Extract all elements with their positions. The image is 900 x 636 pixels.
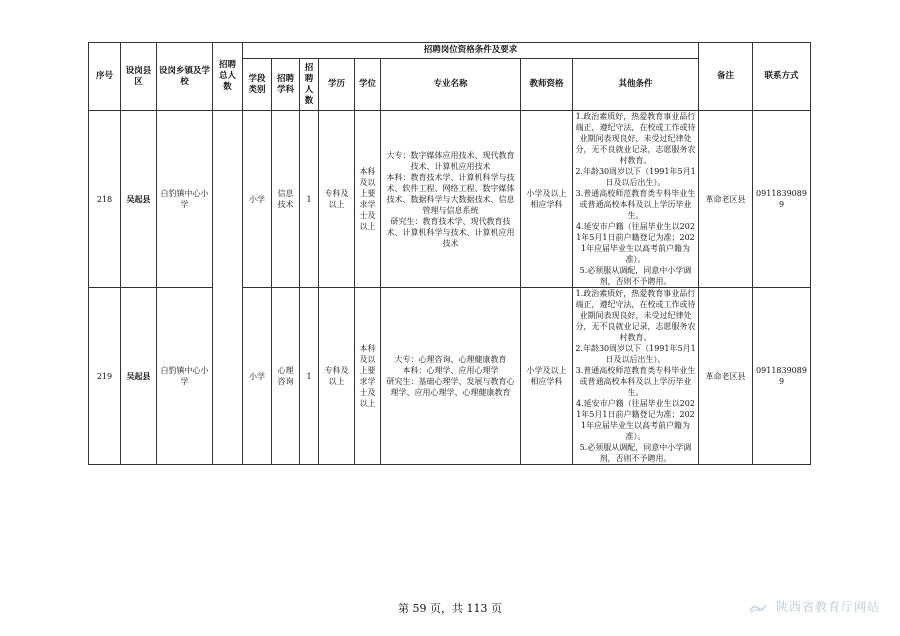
header-stage: 学段类别 xyxy=(243,59,272,111)
table-row xyxy=(89,111,811,288)
cell-stage: 小学 xyxy=(243,288,272,465)
cell-stage: 小学 xyxy=(243,111,272,288)
cell-contact: 09118390899 xyxy=(753,288,811,465)
watermark-text: 陕西省教育厅网站 xyxy=(775,600,880,614)
recruitment-table xyxy=(88,42,811,465)
header-group: 招聘岗位资格条件及要求 xyxy=(243,43,699,59)
header-subject: 招聘学科 xyxy=(272,59,300,111)
cell-note: 革命老区县 xyxy=(699,288,753,465)
cell-note: 革命老区县 xyxy=(699,111,753,288)
header-total: 招聘总人数 xyxy=(213,43,243,111)
header-count: 招聘人数 xyxy=(300,59,319,111)
cell-count: 1 xyxy=(300,288,319,465)
cell-edu: 专科及以上 xyxy=(319,111,355,288)
cell-degree: 本科及以上要求学士及以上 xyxy=(355,288,381,465)
page-number: 第 59 页，共 113 页 xyxy=(398,602,502,615)
cell-other: 1.政治素质好，热爱教育事业品行端正，遵纪守法，在校或工作或待业期间表现良好，未受过纪律处分，无不良就业记录，志愿服务农村教育。 2.年龄30周岁以下（1991年5月1日及以后出生）。 3.普通高校师范教育类专科毕业生或普通高校本科及以上学历毕业生。 4.延安市户籍（往届毕业生以2021年5月1日前户籍登记为准；2021年应届毕业生以高考前户籍为准）。 5.必须服从调配，同意中小学调剂，否则不予聘用。 xyxy=(573,111,699,288)
watermark xyxy=(749,598,880,615)
cell-cert: 小学及以上相应学科 xyxy=(521,111,573,288)
cell-edu: 专科及以上 xyxy=(319,288,355,465)
cell-school: 白豹镇中心小学 xyxy=(157,111,213,288)
cell-contact: 09118390899 xyxy=(753,111,811,288)
header-major: 专业名称 xyxy=(381,59,521,111)
cell-major: 大专：数字媒体应用技术、现代教育技术、计算机应用技术 本科：教育技术学、计算机科学与技术、软件工程、网络工程、数字媒体技术、数据科学与大数据技术、信息管理与信息系统 研究生：教育技术学、现代教育技术、计算机科学与技术、计算机应用技术 xyxy=(381,111,521,288)
header-degree: 学位 xyxy=(355,59,381,111)
watermark-logo-icon xyxy=(749,602,767,614)
cell-count: 1 xyxy=(300,111,319,288)
cell-seq: 219 xyxy=(89,288,121,465)
cell-degree: 本科及以上要求学士及以上 xyxy=(355,111,381,288)
cell-county: 吴起县 xyxy=(121,111,157,288)
header-cert: 教师资格 xyxy=(521,59,573,111)
cell-subject: 心理咨询 xyxy=(272,288,300,465)
header-contact: 联系方式 xyxy=(753,43,811,111)
header-seq: 序号 xyxy=(89,43,121,111)
cell-cert: 小学及以上相应学科 xyxy=(521,288,573,465)
table-row xyxy=(89,288,811,465)
cell-major: 大专：心理咨询、心理健康教育 本科：心理学、应用心理学 研究生：基础心理学、发展与教育心理学、应用心理学、心理健康教育 xyxy=(381,288,521,465)
cell-school: 白豹镇中心小学 xyxy=(157,288,213,465)
header-school: 设岗乡镇及学校 xyxy=(157,43,213,111)
cell-subject: 信息技术 xyxy=(272,111,300,288)
header-other: 其他条件 xyxy=(573,59,699,111)
cell-total xyxy=(213,111,243,465)
header-note: 备注 xyxy=(699,43,753,111)
header-county: 设岗县区 xyxy=(121,43,157,111)
cell-county: 吴起县 xyxy=(121,288,157,465)
cell-seq: 218 xyxy=(89,111,121,288)
cell-other: 1.政治素质好，热爱教育事业品行端正，遵纪守法，在校或工作或待业期间表现良好，未受过纪律处分，无不良就业记录，志愿服务农村教育。 2.年龄30周岁以下（1991年5月1日及以后出生）。 3.普通高校师范教育类专科毕业生或普通高校本科及以上学历毕业生。 4.延安市户籍（往届毕业生以2021年5月1日前户籍登记为准；2021年应届毕业生以高考前户籍为准）。 5.必须服从调配，同意中小学调剂，否则不予聘用。 xyxy=(573,288,699,465)
header-edu: 学历 xyxy=(319,59,355,111)
